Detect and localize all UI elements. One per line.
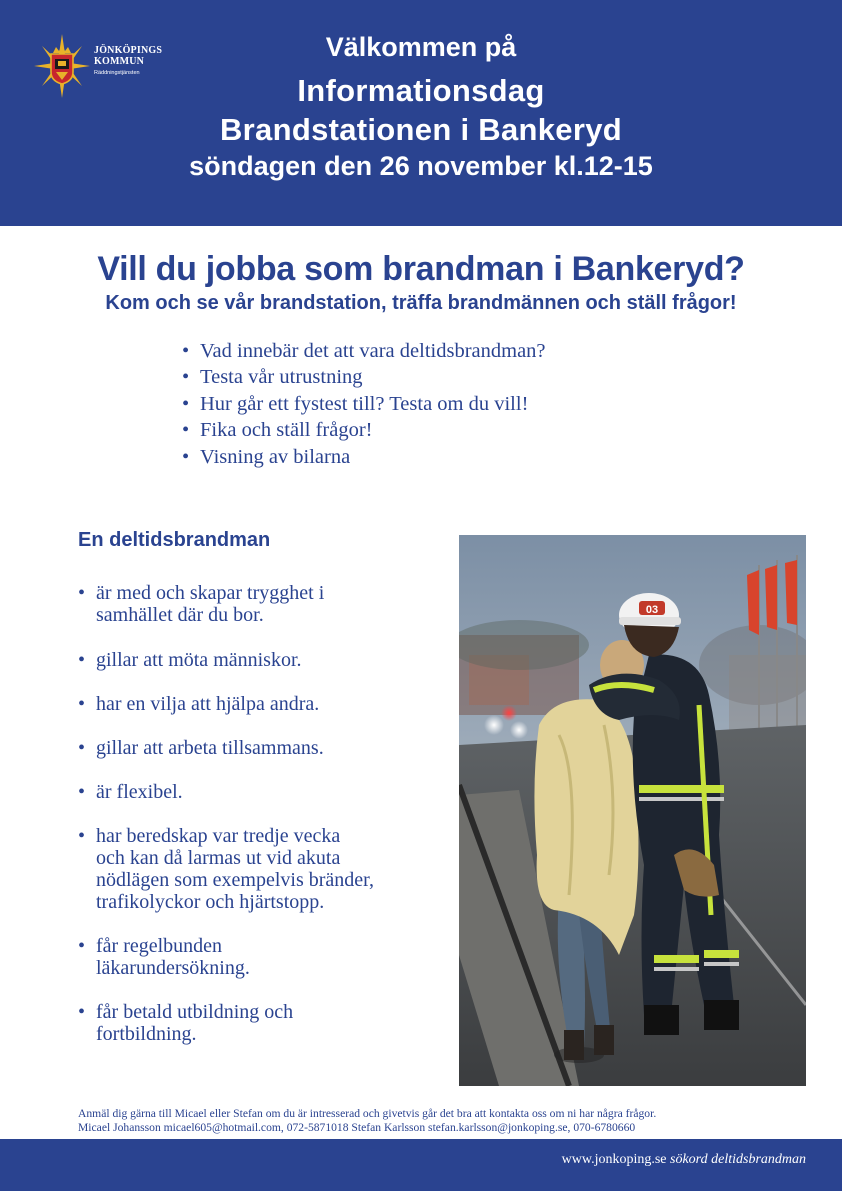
quality-line: har beredskap var tredje vecka	[96, 825, 341, 847]
agenda-item	[182, 417, 546, 443]
agenda-item	[182, 364, 546, 390]
quality-line: är flexibel.	[96, 781, 183, 803]
footer-link	[562, 1152, 806, 1168]
quality-item	[78, 693, 448, 715]
bullet: •	[78, 737, 86, 759]
bullet: •	[78, 693, 86, 715]
bottom-banner	[0, 1139, 842, 1191]
quality-line: gillar att arbeta tillsammans.	[96, 737, 324, 759]
quality-item	[78, 649, 448, 671]
quality-line: har en vilja att hjälpa andra.	[96, 693, 320, 715]
bullet: •	[182, 366, 190, 389]
bullet: •	[182, 419, 190, 442]
firefighter-photo	[459, 535, 806, 1086]
event-location: Brandstationen i Bankeryd	[220, 112, 622, 147]
quality-line: samhället där du bor.	[96, 604, 264, 626]
contact-line-persons: Micael Johansson micael605@hotmail.com, 072-5871018 Stefan Karlsson stefan.karlsson@jonkoping.se, 070-6780660	[78, 1121, 636, 1134]
quality-item	[78, 1001, 448, 1045]
quality-line: nödlägen som exempelvis bränder,	[96, 869, 375, 891]
bullet: •	[78, 649, 86, 671]
logo-line-kommun: KOMMUN	[94, 56, 145, 67]
logo-line-department: Räddningstjänsten	[94, 70, 140, 76]
page-subheadline: Kom och se vår brandstation, träffa brandmännen och ställ frågor!	[105, 292, 737, 314]
bullet: •	[182, 340, 190, 362]
bullet: •	[78, 1001, 86, 1023]
welcome-text: Välkommen på	[325, 32, 517, 62]
quality-line: fortbildning.	[96, 1023, 197, 1045]
bullet: •	[182, 445, 190, 468]
quality-line: och kan då larmas ut vid akuta	[96, 847, 341, 869]
logo-line-municipality: JÖNKÖPINGS	[94, 45, 163, 56]
quality-line: trafikolyckor och hjärtstopp.	[96, 891, 325, 913]
contact-line-signup: Anmäl dig gärna till Micael eller Stefan om du är intresserad och givetvis går det bra att kontakta oss om ni har några frågor.	[78, 1107, 657, 1120]
section-heading: En deltidsbrandman	[78, 529, 271, 551]
contact-info	[78, 1107, 798, 1135]
quality-line: läkarundersökning.	[96, 957, 250, 979]
quality-item	[78, 825, 448, 913]
quality-item	[78, 582, 448, 626]
agenda-item-text: Vad innebär det att vara deltidsbrandman?	[200, 340, 546, 362]
agenda-item	[182, 391, 546, 417]
quality-line: får regelbunden	[96, 935, 223, 957]
bullet: •	[78, 825, 86, 847]
footer-search-hint: sökord deltidsbrandman	[670, 1152, 806, 1167]
agenda-item	[182, 338, 546, 364]
quality-item	[78, 737, 448, 759]
quality-line: är med och skapar trygghet i	[96, 582, 325, 604]
agenda-item-text: Testa vår utrustning	[200, 366, 363, 389]
top-banner	[0, 0, 842, 226]
footer-website[interactable]: www.jonkoping.se	[561, 1152, 667, 1167]
agenda-item-text: Visning av bilarna	[200, 445, 351, 468]
bullet: •	[78, 582, 86, 604]
quality-line: gillar att möta människor.	[96, 649, 302, 671]
page-headline: Vill du jobba som brandman i Bankeryd?	[97, 250, 745, 288]
helmet-number: 03	[645, 604, 659, 616]
agenda-item-text: Hur går ett fystest till? Testa om du vill!	[200, 392, 529, 415]
event-title: Informationsdag	[297, 73, 545, 108]
agenda-list	[182, 338, 546, 470]
event-date: söndagen den 26 november kl.12-15	[189, 151, 653, 181]
quality-item	[78, 935, 448, 979]
quality-line: får betald utbildning och	[96, 1001, 294, 1023]
agenda-item	[182, 444, 546, 470]
quality-item	[78, 781, 448, 803]
agenda-item-text: Fika och ställ frågor!	[200, 419, 373, 442]
bullet: •	[78, 935, 86, 957]
bullet: •	[78, 781, 86, 803]
bullet: •	[182, 392, 190, 415]
